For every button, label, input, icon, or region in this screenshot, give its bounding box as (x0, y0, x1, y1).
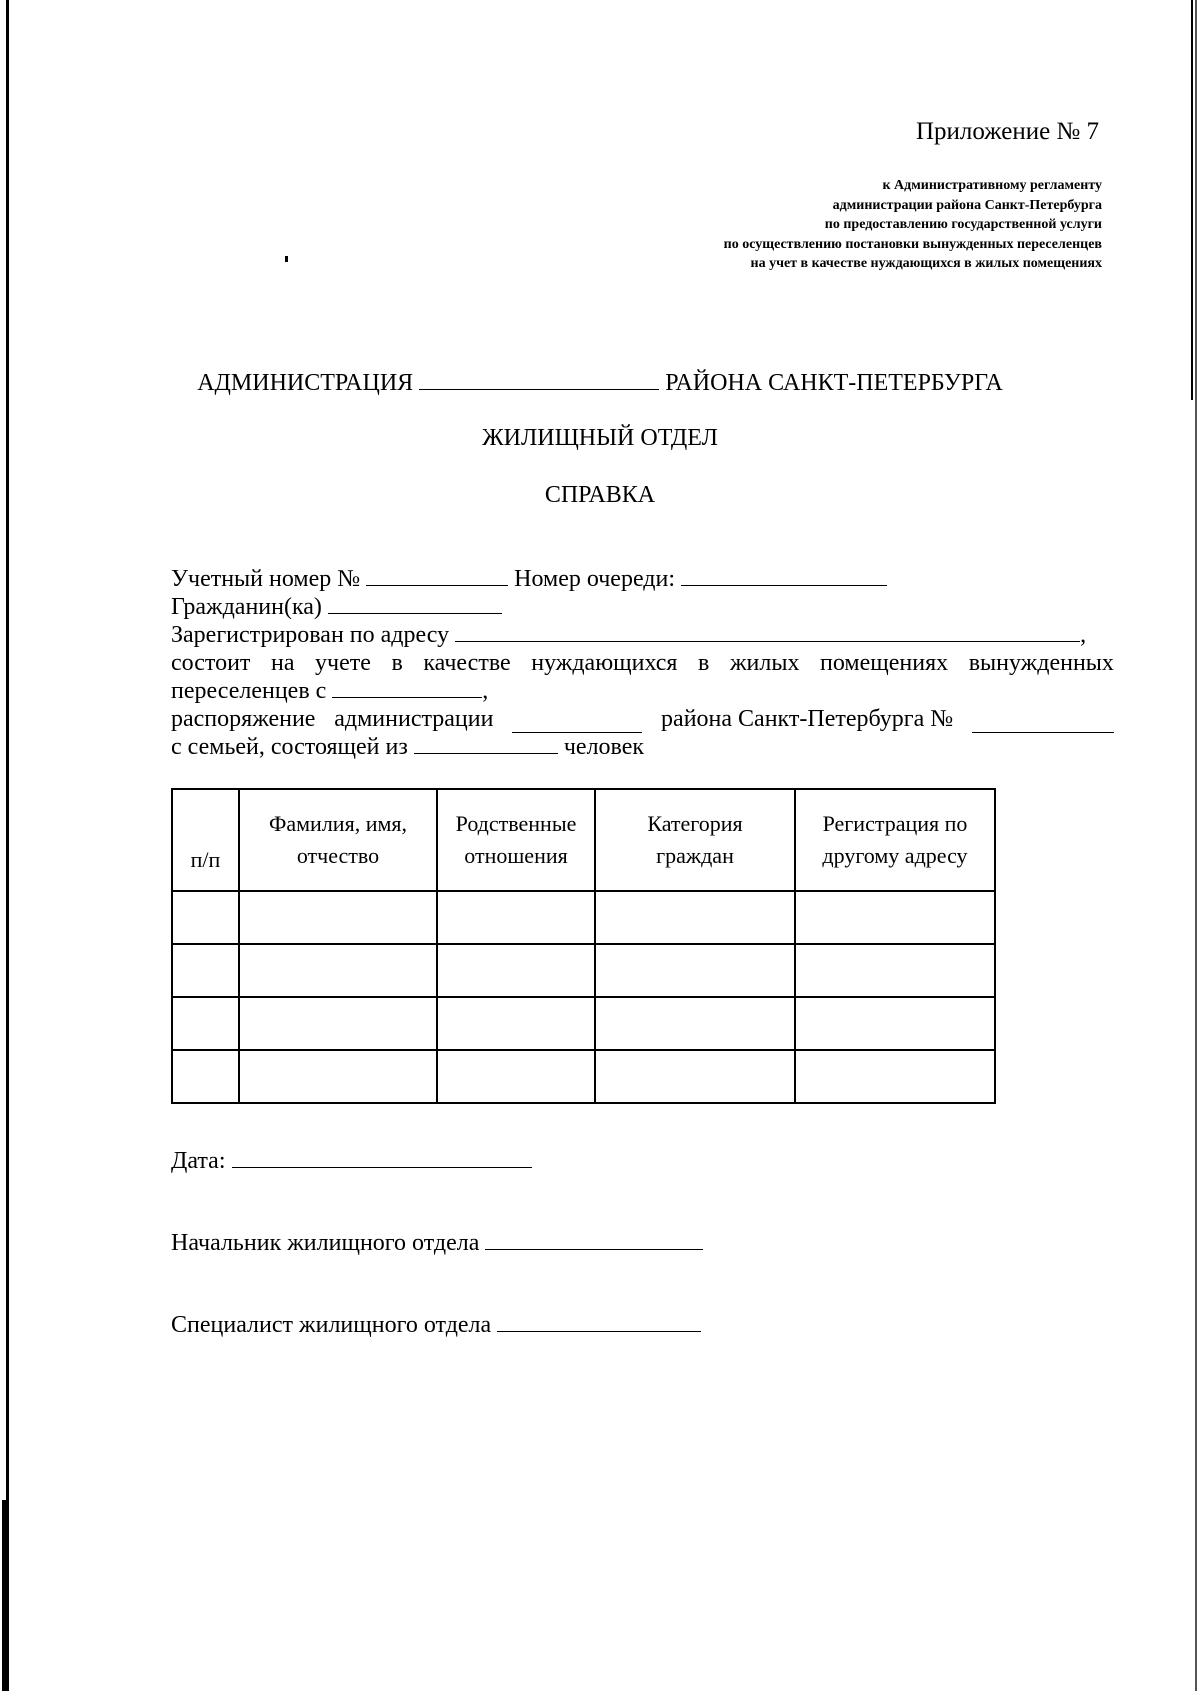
scan-right-edge (1191, 0, 1193, 400)
specialist-signature-blank[interactable] (497, 1331, 701, 1332)
status-word: в (391, 650, 403, 676)
table-header-row (172, 789, 995, 891)
reference-line: на учет в качестве нуждающихся в жилых помещениях (750, 256, 1102, 271)
table-cell[interactable] (795, 997, 995, 1050)
document-title: СПРАВКА (544, 482, 656, 508)
column-header-other-registration: Регистрация по другому адресу (795, 789, 995, 891)
specialist-label: Специалист жилищного отдела (171, 1312, 492, 1338)
column-header-relationship: Родственные отношения (437, 789, 595, 891)
date-label: Дата: (171, 1148, 226, 1174)
status-word: учете (315, 650, 371, 676)
family-size-blank[interactable] (414, 753, 558, 754)
reference-line: по предоставлению государственной услуги (824, 217, 1102, 232)
account-line (171, 566, 887, 593)
order-line (171, 706, 1114, 733)
status-word: качестве (423, 650, 511, 676)
table-cell[interactable] (172, 944, 239, 997)
account-number-blank[interactable] (366, 585, 508, 586)
address-line (171, 622, 1086, 649)
order-district-label: района Санкт-Петербурга № (661, 706, 954, 732)
address-blank[interactable] (455, 641, 1080, 642)
table-cell[interactable] (595, 997, 795, 1050)
citizen-line (171, 594, 502, 621)
table-row (172, 1050, 995, 1103)
table-cell[interactable] (437, 891, 595, 944)
status-word: нуждающихся (531, 650, 678, 676)
table-cell[interactable] (437, 1050, 595, 1103)
administration-heading (0, 370, 1200, 397)
column-header-full-name: Фамилия, имя, отчество (239, 789, 437, 891)
head-label: Начальник жилищного отдела (171, 1230, 480, 1256)
scan-left-edge (6, 0, 9, 1691)
order-word: распоряжение (171, 706, 316, 732)
administration-suffix: РАЙОНА САНКТ-ПЕТЕРБУРГА (665, 370, 1003, 396)
table-cell[interactable] (437, 997, 595, 1050)
head-signature-blank[interactable] (485, 1249, 703, 1250)
table-cell[interactable] (239, 997, 437, 1050)
table-cell[interactable] (595, 944, 795, 997)
appendix-number: Приложение № 7 (916, 118, 1100, 145)
migrants-comma: , (482, 678, 489, 704)
family-prefix: с семьей, состоящей из (171, 734, 408, 760)
table-cell[interactable] (795, 944, 995, 997)
order-number-blank[interactable] (972, 706, 1114, 733)
district-blank[interactable] (419, 389, 659, 390)
status-word: вынужденных (968, 650, 1114, 676)
regulation-reference (724, 176, 1102, 274)
scan-left-edge-thick (2, 1500, 6, 1691)
migrants-since-blank[interactable] (332, 697, 482, 698)
status-word: помещениях (820, 650, 949, 676)
queue-number-blank[interactable] (681, 585, 887, 586)
table-cell[interactable] (239, 944, 437, 997)
migrants-since-label: переселенцев с (171, 678, 327, 704)
column-header-category: Категория граждан (595, 789, 795, 891)
family-members-table (171, 788, 996, 1104)
family-line (171, 734, 644, 761)
order-administration-blank[interactable] (512, 706, 642, 733)
table-cell[interactable] (437, 944, 595, 997)
column-header-number: п/п (172, 789, 239, 891)
family-suffix: человек (563, 734, 645, 760)
table-row (172, 944, 995, 997)
table-cell[interactable] (172, 1050, 239, 1103)
reference-line: по осуществлению постановки вынужденных переселенцев (723, 236, 1102, 252)
table-row (172, 997, 995, 1050)
table-cell[interactable] (595, 891, 795, 944)
table-cell[interactable] (172, 891, 239, 944)
status-word: состоит (171, 650, 251, 676)
department-heading: ЖИЛИЩНЫЙ ОТДЕЛ (482, 425, 718, 451)
status-word: в (698, 650, 710, 676)
citizen-blank[interactable] (328, 613, 502, 614)
queue-number-label: Номер очереди: (514, 566, 676, 592)
migrants-line (171, 678, 488, 705)
citizen-label: Гражданин(ка) (171, 594, 322, 620)
table-cell[interactable] (239, 1050, 437, 1103)
table-cell[interactable] (595, 1050, 795, 1103)
status-word: жилых (729, 650, 800, 676)
reference-line: к Административному регламенту (882, 178, 1102, 193)
scan-right-edge-faint (1195, 0, 1197, 1691)
table-cell[interactable] (795, 891, 995, 944)
reference-line: администрации района Санкт-Петербурга (832, 197, 1102, 213)
account-number-label: Учетный номер № (171, 566, 361, 592)
address-comma: , (1080, 622, 1087, 648)
specialist-signature-line (171, 1312, 701, 1339)
date-blank[interactable] (232, 1167, 532, 1168)
order-word: администрации (334, 706, 494, 732)
administration-prefix: АДМИНИСТРАЦИЯ (197, 370, 414, 396)
status-line (171, 650, 1114, 677)
table-cell[interactable] (239, 891, 437, 944)
table-row (172, 891, 995, 944)
scan-speck (285, 256, 288, 262)
table-cell[interactable] (172, 997, 239, 1050)
table-cell[interactable] (795, 1050, 995, 1103)
registered-label: Зарегистрирован по адресу (171, 622, 450, 648)
head-signature-line (171, 1230, 703, 1257)
date-line (171, 1148, 532, 1175)
status-word: на (270, 650, 295, 676)
